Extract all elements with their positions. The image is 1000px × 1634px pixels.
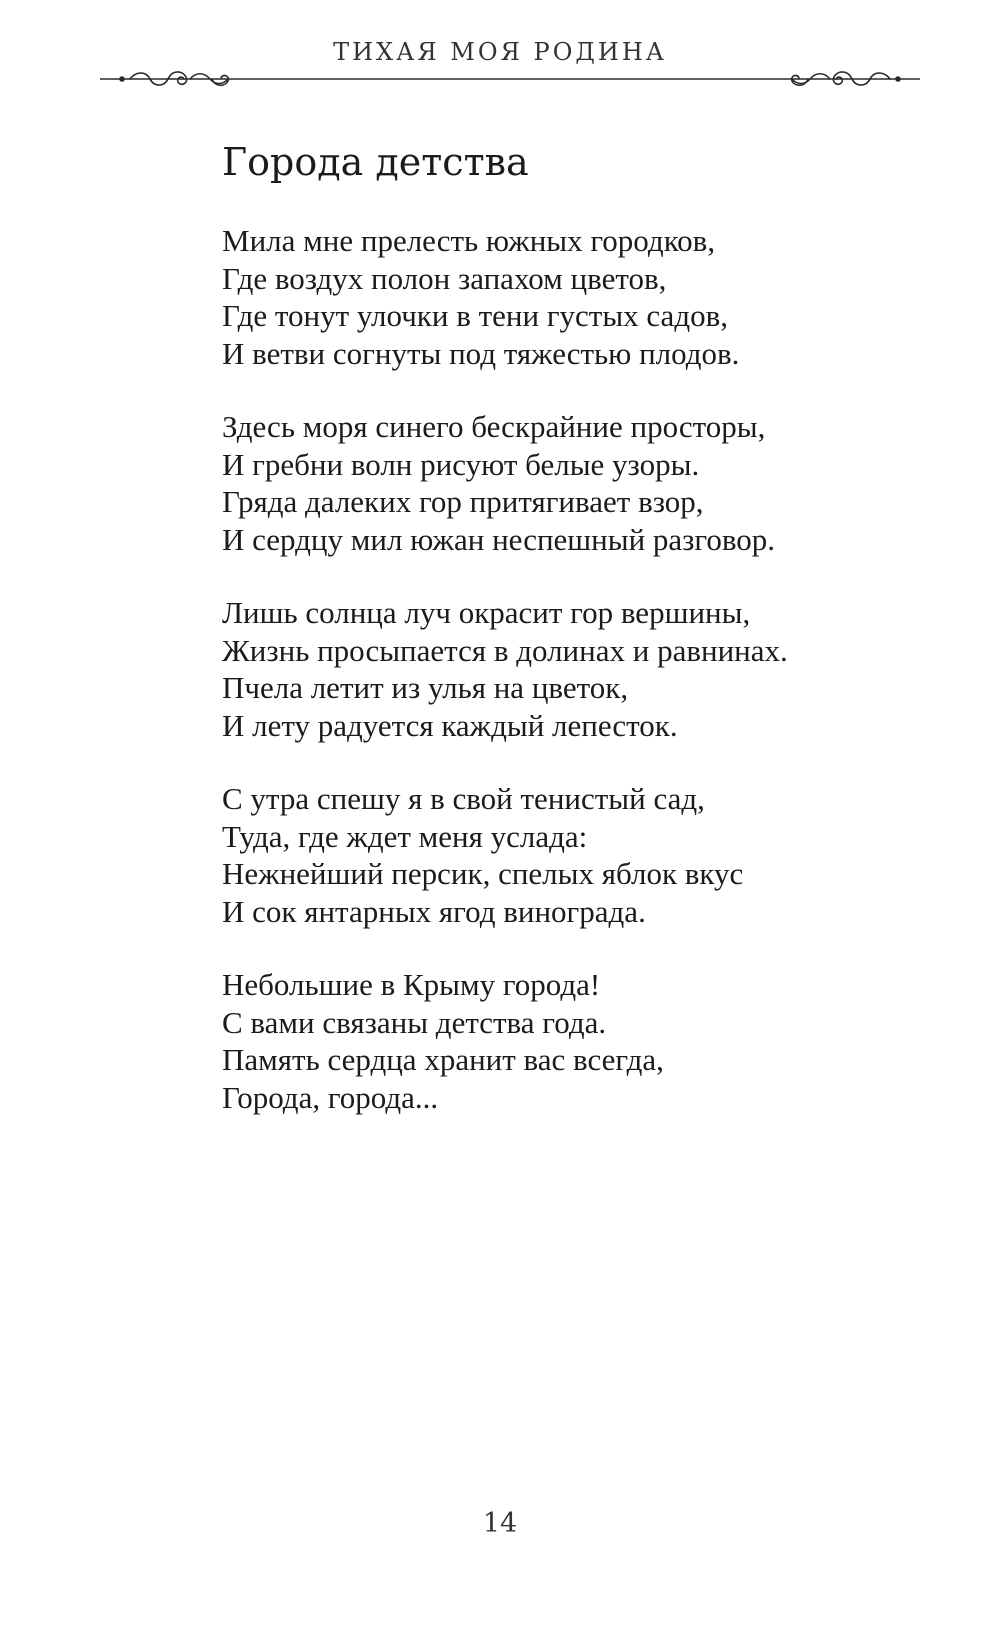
flourish-rule-icon (100, 66, 920, 94)
stanza (222, 966, 922, 1116)
poem-title: Города детства (222, 140, 529, 184)
poem-line: С вами связаны детства года. (222, 1004, 607, 1040)
poem-line: Память сердца хранит вас всегда, (222, 1042, 664, 1077)
poem-line: Небольшие в Крыму города! (222, 967, 601, 1002)
poem-line: Гряда далеких гор притягивает взор, (222, 484, 704, 519)
poem-line: Здесь моря синего бескрайние просторы, (222, 409, 766, 444)
poem-line: И сок янтарных ягод винограда. (222, 893, 646, 929)
poem-line: Мила мне прелесть южных городков, (222, 223, 716, 258)
stanza (222, 780, 922, 930)
poem-line: И гребни волн рисуют белые узоры. (222, 446, 700, 482)
stanza (222, 222, 922, 372)
poem-line: И лету радуется каждый лепесток. (222, 707, 678, 743)
running-header: ТИХАЯ МОЯ РОДИНА (333, 38, 667, 66)
poem-line: Нежнейший персик, спелых яблок вкус (222, 856, 744, 891)
poem-line: Города, города... (222, 1079, 439, 1115)
poem-line: Жизнь просыпается в долинах и равнинах. (222, 632, 788, 668)
poem-line: Туда, где ждет меня услада: (222, 818, 588, 854)
stanza (222, 408, 922, 558)
poem-line: Лишь солнца луч окрасит гор вершины, (222, 595, 751, 630)
poem-body (222, 222, 922, 1152)
page-number: 14 (482, 1508, 518, 1539)
poem-line: И сердцу мил южан неспешный разговор. (222, 521, 776, 557)
poem-line: Где воздух полон запахом цветов, (222, 260, 667, 296)
poem-line: И ветви согнуты под тяжестью плодов. (222, 335, 740, 371)
poem-line: Пчела летит из улья на цветок, (222, 670, 629, 705)
poem-line: Где тонут улочки в тени густых садов, (222, 298, 728, 333)
poem-line: С утра спешу я в свой тенистый сад, (222, 781, 705, 816)
stanza (222, 594, 922, 744)
